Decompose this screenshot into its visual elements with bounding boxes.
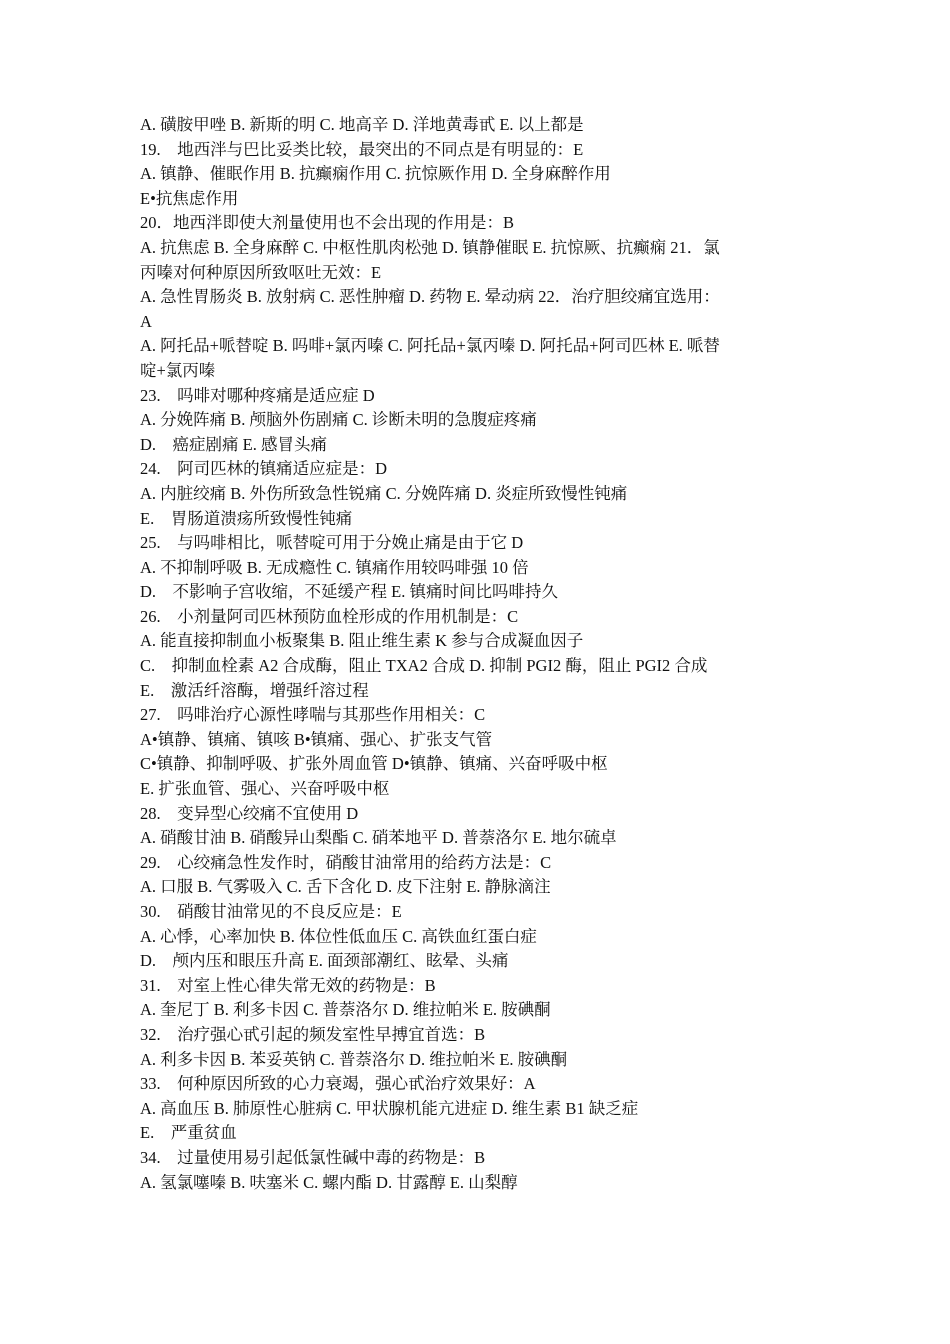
options-line: A. 利多卡因 B. 苯妥英钠 C. 普萘洛尔 D. 维拉帕米 E. 胺碘酮 bbox=[140, 1049, 568, 1069]
question-30: 30. 硝酸甘油常见的不良反应是：E bbox=[140, 902, 402, 921]
text-line: A. 磺胺甲唑 B. 新斯的明 C. 地高辛 D. 洋地黄毒甙 E. 以上都是 bbox=[140, 115, 584, 134]
question-34: 34. 过量使用易引起低氯性碱中毒的药物是：B bbox=[140, 1147, 486, 1167]
options-line: E. 扩张血管、强心、兴奋呼吸中枢 bbox=[140, 779, 390, 799]
options-line: A. 口服 B. 气雾吸入 C. 舌下含化 D. 皮下注射 E. 静脉滴注 bbox=[140, 877, 551, 897]
question-28: 28. 变异型心绞痛不宜使用 D bbox=[140, 803, 359, 823]
options-line: D. 癌症剧痛 E. 感冒头痛 bbox=[140, 434, 327, 454]
options-line: E. 严重贫血 bbox=[140, 1123, 237, 1143]
options-line: A. 阿托品+哌替啶 B. 吗啡+氯丙嗪 C. 阿托品+氯丙嗪 D. 阿托品+阿司匹林 E. 哌替 bbox=[140, 336, 720, 356]
options-line: E. 激活纤溶酶，增强纤溶过程 bbox=[140, 680, 369, 700]
question-33: 33. 何种原因所致的心力衰竭，强心甙治疗效果好：A bbox=[140, 1074, 536, 1094]
question-23: 23. 吗啡对哪种疼痛是适应症 D bbox=[140, 385, 375, 405]
options-line: A. 硝酸甘油 B. 硝酸异山梨酯 C. 硝苯地平 D. 普萘洛尔 E. 地尔硫卓 bbox=[140, 828, 617, 848]
options-line: D. 颅内压和眼压升高 E. 面颈部潮红、眩晕、头痛 bbox=[140, 951, 509, 971]
options-line: E. 胃肠道溃疡所致慢性钝痛 bbox=[140, 508, 353, 528]
question-29: 29. 心绞痛急性发作时，硝酸甘油常用的给药方法是：C bbox=[140, 852, 552, 872]
question-21: 丙嗪对何种原因所致呕吐无效：E bbox=[140, 262, 382, 282]
options-line: A. 镇静、催眠作用 B. 抗癫痫作用 C. 抗惊厥作用 D. 全身麻醉作用 bbox=[140, 164, 611, 184]
options-line: A•镇静、镇痛、镇咳 B•镇痛、强心、扩张支气管 bbox=[140, 729, 493, 749]
question-20: 20．地西泮即使大剂量使用也不会出现的作用是：B bbox=[140, 213, 515, 233]
options-line: A. 分娩阵痛 B. 颅脑外伤剧痛 C. 诊断未明的急腹症疼痛 bbox=[140, 410, 537, 430]
question-25: 25. 与吗啡相比，哌替啶可用于分娩止痛是由于它 D bbox=[140, 533, 524, 553]
options-line: A. 能直接抑制血小板聚集 B. 阻止维生素 K 参与合成凝血因子 bbox=[140, 631, 584, 651]
options-line: A. 奎尼丁 B. 利多卡因 C. 普萘洛尔 D. 维拉帕米 E. 胺碘酮 bbox=[140, 1000, 551, 1020]
options-line: A. 急性胃肠炎 B. 放射病 C. 恶性肿瘤 D. 药物 E. 晕动病 22．治疗胆绞痛宜选用： bbox=[140, 287, 720, 307]
options-line: A. 氢氯噻嗪 B. 呋塞米 C. 螺内酯 D. 甘露醇 E. 山梨醇 bbox=[140, 1172, 518, 1192]
options-line: A. 高血压 B. 肺原性心脏病 C. 甲状腺机能亢进症 D. 维生素 B1 缺乏症 bbox=[140, 1098, 639, 1118]
question-19: 19. 地西泮与巴比妥类比较，最突出的不同点是有明显的：E bbox=[140, 139, 584, 159]
question-26: 26. 小剂量阿司匹林预防血栓形成的作用机制是：C bbox=[140, 606, 519, 626]
options-line: 啶+氯丙嗪 bbox=[140, 360, 216, 380]
document-body bbox=[140, 113, 812, 1195]
question-31: 31. 对室上性心律失常无效的药物是：B bbox=[140, 975, 436, 995]
options-line: C. 抑制血栓素 A2 合成酶，阻止 TXA2 合成 D. 抑制 PGI2 酶，阻止 PGI2 合成 bbox=[140, 656, 708, 676]
question-22-answer: A bbox=[140, 311, 152, 331]
question-32: 32. 治疗强心甙引起的频发室性早搏宜首选：B bbox=[140, 1024, 486, 1044]
options-line: A. 内脏绞痛 B. 外伤所致急性锐痛 C. 分娩阵痛 D. 炎症所致慢性钝痛 bbox=[140, 483, 628, 503]
options-line: A. 心悸，心率加快 B. 体位性低血压 C. 高铁血红蛋白症 bbox=[140, 926, 537, 946]
question-24: 24. 阿司匹林的镇痛适应症是：D bbox=[140, 459, 388, 479]
options-line: C•镇静、抑制呼吸、扩张外周血管 D•镇静、镇痛、兴奋呼吸中枢 bbox=[140, 754, 608, 774]
options-line: D. 不影响子宫收缩，不延缓产程 E. 镇痛时间比吗啡持久 bbox=[140, 582, 558, 602]
question-27: 27. 吗啡治疗心源性哮喘与其那些作用相关：C bbox=[140, 705, 486, 725]
options-line: A. 抗焦虑 B. 全身麻醉 C. 中枢性肌肉松弛 D. 镇静催眠 E. 抗惊厥、抗癫痫 21．氯 bbox=[140, 237, 720, 257]
options-line: A. 不抑制呼吸 B. 无成瘾性 C. 镇痛作用较吗啡强 10 倍 bbox=[140, 557, 529, 577]
options-line: E•抗焦虑作用 bbox=[140, 188, 239, 208]
